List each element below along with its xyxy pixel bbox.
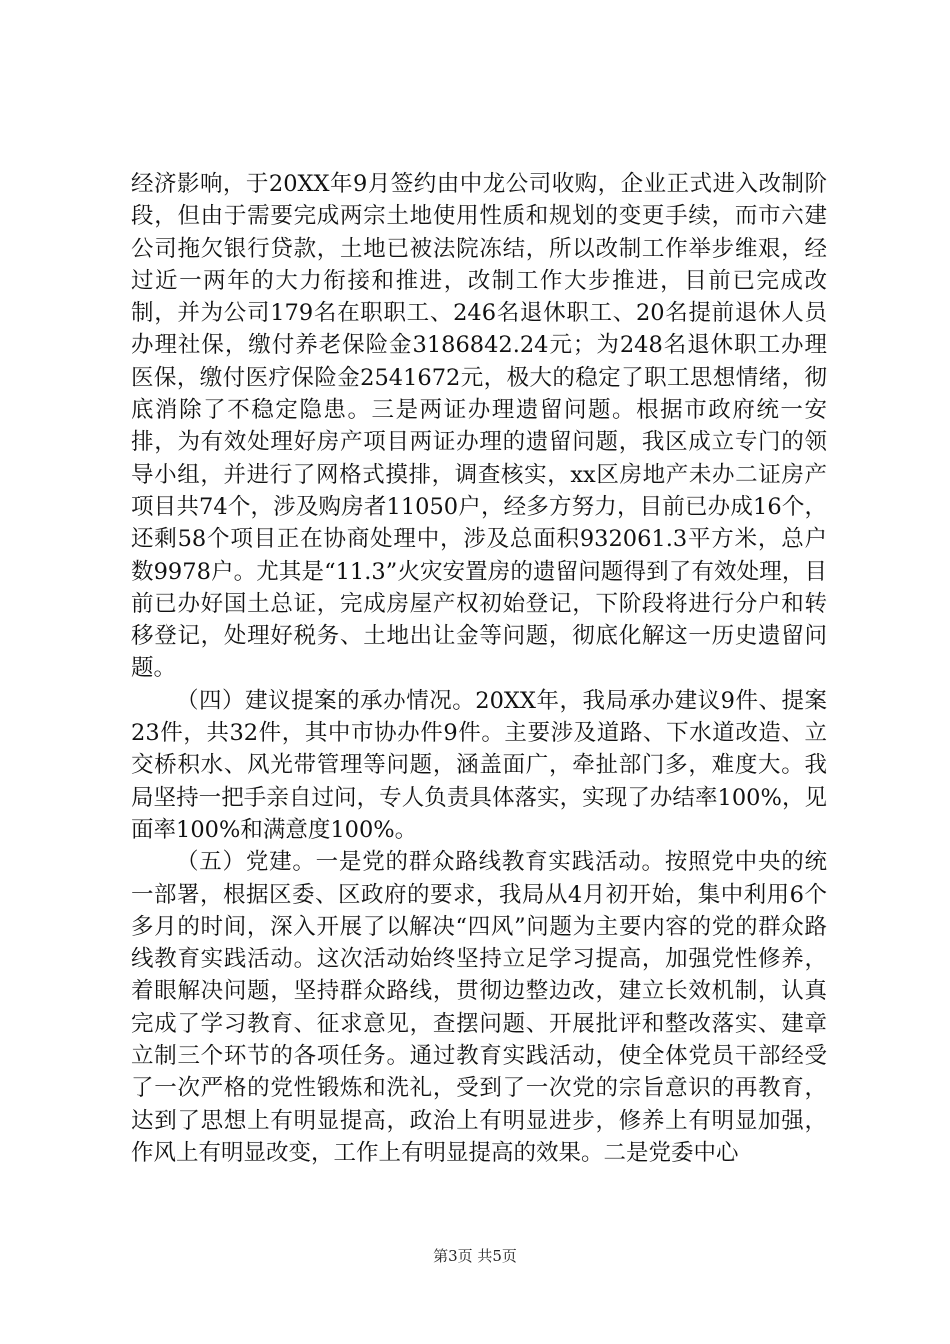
paragraph-section-5: （五）党建。一是党的群众路线教育实践活动。按照党中央的统一部署，根据区委、区政府的要求，我局从4月初开始，集中利用6个多月的时间，深入开展了以解决“四风”问题为主要内容的党的群众路线教育实践活动。这次活动始终坚持立足学习提高，加强党性修养，着眼解决问题，坚持群众路线，贯彻边整边改，建立长效机制，认真完成了学习教育、征求意见，查摆问题、开展批评和整改落实、建章立制三个环节的各项任务。通过教育实践活动，使全体党员干部经受了一次严格的党性锻炼和洗礼，受到了一次党的宗旨意识的再教育，达到了思想上有明显提高，政治上有明显进步，修养上有明显加强，作风上有明显改变，工作上有明显提高的效果。二是党委中心 bbox=[131, 849, 827, 1166]
document-body bbox=[131, 168, 827, 1169]
paragraph-section-4: （四）建议提案的承办情况。20XX年，我局承办建议9件、提案23件，共32件，其中市协办件9件。主要涉及道路、下水道改造、立交桥积水、风光带管理等问题，涵盖面广，牵扯部门多，难度大。我局坚持一把手亲自过问，专人负责具体落实，实现了办结率100%，见面率100%和满意度100%。 bbox=[131, 687, 827, 843]
page-footer: 第3页 共5页 bbox=[433, 1247, 517, 1265]
paragraph-continued: 经济影响，于20XX年9月签约由中龙公司收购，企业正式进入改制阶段，但由于需要完成两宗土地使用性质和规划的变更手续，而市六建公司拖欠银行贷款，土地已被法院冻结，所以改制工作举步维艰，经过近一两年的大力衔接和推进，改制工作大步推进，目前已完成改制，并为公司179名在职职工、246名退休职工、20名提前退休人员办理社保，缴付养老保险金3186842.24元；为248名退休职工办理医保，缴付医疗保险金2541672元，极大的稳定了职工思想情绪，彻底消除了不稳定隐患。三是两证办理遗留问题。根据市政府统一安排，为有效处理好房产项目两证办理的遗留问题，我区成立专门的领导小组，并进行了网格式摸排，调查核实，xx区房地产未办二证房产项目共74个，涉及购房者11050户，经多方努力，目前已办成16个，还剩58个项目正在协商处理中，涉及总面积932061.3平方米，总户数9978户。尤其是“11.3”火灾安置房的遗留问题得到了有效处理，目前已办好国土总证，完成房屋产权初始登记，下阶段将进行分户和转移登记，处理好税务、土地出让金等问题，彻底化解这一历史遗留问题。 bbox=[131, 171, 827, 682]
